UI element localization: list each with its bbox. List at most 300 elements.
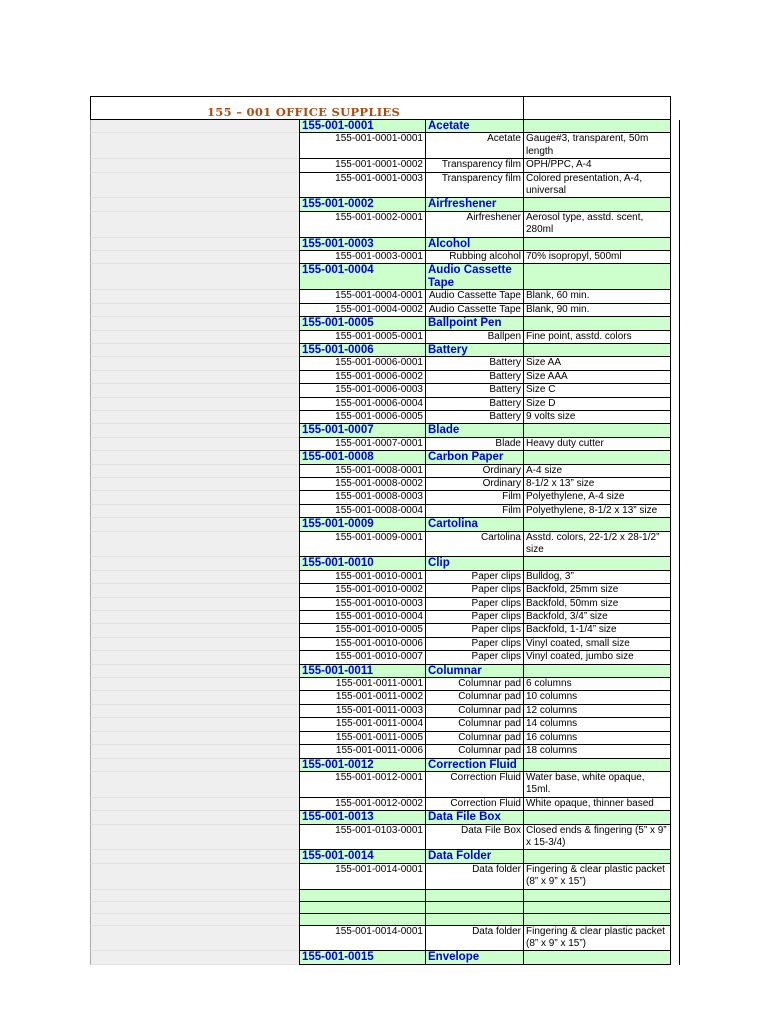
item-name[interactable]: Battery (425, 398, 523, 411)
item-description[interactable]: A-4 size (523, 465, 671, 478)
item-description[interactable]: 14 columns (523, 718, 671, 731)
row-header-cell[interactable] (90, 251, 299, 264)
row-header-cell[interactable] (90, 424, 299, 437)
table-row (90, 571, 680, 584)
item-name[interactable]: Battery (425, 371, 523, 384)
category-desc-cell[interactable] (523, 120, 671, 133)
row-header-cell[interactable] (90, 850, 299, 863)
category-name[interactable]: Clip (425, 557, 523, 570)
edge-cell (671, 926, 680, 952)
item-name[interactable]: Paper clips (425, 571, 523, 584)
item-description[interactable]: Fingering & clear plastic packet (8” x 9” x 15”) (523, 926, 671, 952)
row-header-cell[interactable] (90, 384, 299, 397)
category-code[interactable]: 155-001-0004 (299, 264, 425, 290)
item-code[interactable]: 155-001-0011-0004 (299, 718, 425, 731)
table-row (90, 159, 680, 172)
category-row (90, 120, 680, 133)
blank-cell[interactable] (299, 914, 425, 926)
table-row (90, 290, 680, 303)
item-code[interactable]: 155-001-0011-0005 (299, 732, 425, 745)
blank-row (90, 890, 680, 902)
edge-cell (671, 198, 680, 211)
row-header-cell[interactable] (90, 505, 299, 518)
item-name[interactable]: Ballpen (425, 331, 523, 344)
table-row (90, 384, 680, 397)
item-code[interactable]: 155-001-0007-0001 (299, 438, 425, 451)
table-row (90, 505, 680, 518)
blank-cell[interactable] (523, 902, 671, 914)
row-header-cell[interactable] (90, 317, 299, 330)
item-description[interactable]: OPH/PPC, A-4 (523, 159, 671, 172)
category-desc-cell[interactable] (523, 344, 671, 357)
category-desc-cell[interactable] (523, 557, 671, 570)
edge-cell (671, 611, 680, 624)
item-code[interactable]: 155-001-0014-0001 (299, 926, 425, 952)
edge-cell (671, 557, 680, 570)
item-name[interactable]: Airfreshener (425, 212, 523, 238)
item-code[interactable]: 155-001-0010-0006 (299, 638, 425, 651)
table-row (90, 825, 680, 851)
item-code[interactable]: 155-001-0011-0006 (299, 745, 425, 758)
category-row (90, 665, 680, 678)
item-code[interactable]: 155-001-0012-0002 (299, 798, 425, 811)
item-description[interactable]: Heavy duty cutter (523, 438, 671, 451)
edge-cell (671, 678, 680, 691)
item-name[interactable]: Cartolina (425, 532, 523, 558)
row-header-cell[interactable] (90, 198, 299, 211)
row-header-cell[interactable] (90, 902, 299, 914)
item-name[interactable]: Battery (425, 411, 523, 424)
item-code[interactable]: 155-001-0012-0001 (299, 772, 425, 798)
category-name[interactable]: Data File Box (425, 811, 523, 824)
category-row (90, 238, 680, 251)
item-name[interactable]: Columnar pad (425, 745, 523, 758)
table-row (90, 798, 680, 811)
category-row (90, 317, 680, 330)
category-name[interactable]: Battery (425, 344, 523, 357)
item-description[interactable]: 70% isopropyl, 500ml (523, 251, 671, 264)
category-code[interactable]: 155-001-0007 (299, 424, 425, 437)
edge-cell (671, 705, 680, 718)
item-name[interactable]: Paper clips (425, 611, 523, 624)
row-header-cell[interactable] (90, 825, 299, 851)
row-header-cell[interactable] (90, 611, 299, 624)
edge-cell (671, 598, 680, 611)
item-code[interactable]: 155-001-0008-0001 (299, 465, 425, 478)
item-name[interactable]: Data folder (425, 864, 523, 890)
category-desc-cell[interactable] (523, 451, 671, 464)
item-name[interactable]: Film (425, 505, 523, 518)
item-description[interactable]: Size C (523, 384, 671, 397)
category-row (90, 424, 680, 437)
category-name[interactable]: Audio Cassette Tape (425, 264, 523, 290)
category-name[interactable]: Cartolina (425, 518, 523, 531)
row-header-cell[interactable] (90, 264, 299, 290)
table-row (90, 926, 680, 952)
item-code[interactable]: 155-001-0008-0002 (299, 478, 425, 491)
table-row (90, 678, 680, 691)
item-description[interactable]: Polyethylene, A-4 size (523, 491, 671, 504)
item-name[interactable]: Paper clips (425, 584, 523, 597)
item-name[interactable]: Ordinary (425, 478, 523, 491)
item-code[interactable]: 155-001-0011-0001 (299, 678, 425, 691)
item-description[interactable]: 6 columns (523, 678, 671, 691)
table-body (90, 120, 680, 965)
category-name[interactable]: Airfreshener (425, 198, 523, 211)
table-row (90, 133, 680, 159)
item-description[interactable]: Vinyl coated, small size (523, 638, 671, 651)
edge-cell (671, 264, 680, 290)
row-header-cell[interactable] (90, 745, 299, 758)
row-header-cell[interactable] (90, 331, 299, 344)
table-row (90, 638, 680, 651)
category-name[interactable]: Alcohol (425, 238, 523, 251)
item-code[interactable]: 155-001-0002-0001 (299, 212, 425, 238)
item-name[interactable]: Data File Box (425, 825, 523, 851)
category-name[interactable]: Acetate (425, 120, 523, 133)
item-code[interactable]: 155-001-0010-0005 (299, 624, 425, 637)
row-header-cell[interactable] (90, 651, 299, 664)
row-header-cell[interactable] (90, 120, 299, 133)
edge-cell (671, 811, 680, 824)
table-row (90, 651, 680, 664)
category-code[interactable]: 155-001-0012 (299, 759, 425, 772)
edge-cell (671, 478, 680, 491)
row-header-cell[interactable] (90, 638, 299, 651)
edge-cell (671, 745, 680, 758)
edge-cell (671, 238, 680, 251)
item-code[interactable]: 155-001-0008-0003 (299, 491, 425, 504)
item-name[interactable]: Battery (425, 384, 523, 397)
row-header-cell[interactable] (90, 212, 299, 238)
row-header-cell[interactable] (90, 705, 299, 718)
item-description[interactable]: 9 volts size (523, 411, 671, 424)
item-description[interactable]: Aerosol type, asstd. scent, 280ml (523, 212, 671, 238)
category-code[interactable]: 155-001-0009 (299, 518, 425, 531)
edge-cell (671, 638, 680, 651)
item-code[interactable]: 155-001-0004-0002 (299, 304, 425, 317)
row-header-cell[interactable] (90, 811, 299, 824)
table-row (90, 304, 680, 317)
edge-cell (671, 304, 680, 317)
item-name[interactable]: Blade (425, 438, 523, 451)
edge-cell (671, 384, 680, 397)
item-code[interactable]: 155-001-0009-0001 (299, 532, 425, 558)
item-name[interactable]: Audio Cassette Tape (425, 290, 523, 303)
item-description[interactable]: Blank, 60 min. (523, 290, 671, 303)
item-description[interactable]: Polyethylene, 8-1/2 x 13” size (523, 505, 671, 518)
category-code[interactable]: 155-001-0006 (299, 344, 425, 357)
item-description[interactable]: Colored presentation, A-4, universal (523, 173, 671, 199)
edge-cell (671, 718, 680, 731)
item-description[interactable]: 12 columns (523, 705, 671, 718)
row-header-cell[interactable] (90, 798, 299, 811)
item-code[interactable]: 155-001-0004-0001 (299, 290, 425, 303)
blank-cell[interactable] (299, 890, 425, 902)
item-name[interactable]: Paper clips (425, 598, 523, 611)
table-row (90, 173, 680, 199)
item-description[interactable]: Bulldog, 3” (523, 571, 671, 584)
edge-cell (671, 331, 680, 344)
row-header-cell[interactable] (90, 598, 299, 611)
category-row (90, 198, 680, 211)
category-code[interactable]: 155-001-0003 (299, 238, 425, 251)
item-description[interactable]: 10 columns (523, 691, 671, 704)
item-name[interactable]: Correction Fluid (425, 798, 523, 811)
item-description[interactable]: Size AA (523, 357, 671, 370)
table-row (90, 624, 680, 637)
row-header-cell[interactable] (90, 465, 299, 478)
row-header-cell[interactable] (90, 557, 299, 570)
category-code[interactable]: 155-001-0015 (299, 951, 425, 964)
edge-cell (671, 173, 680, 199)
item-code[interactable]: 155-001-0006-0004 (299, 398, 425, 411)
item-code[interactable]: 155-001-0006-0002 (299, 371, 425, 384)
row-header-cell[interactable] (90, 732, 299, 745)
blank-cell[interactable] (523, 890, 671, 902)
category-desc-cell[interactable] (523, 238, 671, 251)
edge-cell (671, 398, 680, 411)
item-name[interactable]: Battery (425, 357, 523, 370)
row-header-cell[interactable] (90, 864, 299, 890)
row-header-cell[interactable] (90, 759, 299, 772)
item-name[interactable]: Columnar pad (425, 691, 523, 704)
item-code[interactable]: 155-001-0010-0003 (299, 598, 425, 611)
category-code[interactable]: 155-001-0008 (299, 451, 425, 464)
item-description[interactable]: Backfold, 25mm size (523, 584, 671, 597)
item-code[interactable]: 155-001-0003-0001 (299, 251, 425, 264)
item-description[interactable]: 16 columns (523, 732, 671, 745)
item-description[interactable]: Blank, 90 min. (523, 304, 671, 317)
row-header-cell[interactable] (90, 290, 299, 303)
edge-cell (671, 290, 680, 303)
row-header-cell[interactable] (90, 718, 299, 731)
row-header-cell[interactable] (90, 451, 299, 464)
item-code[interactable]: 155-001-0010-0001 (299, 571, 425, 584)
row-header-cell[interactable] (90, 438, 299, 451)
edge-cell (671, 951, 680, 964)
item-description[interactable]: 8-1/2 x 13” size (523, 478, 671, 491)
item-name[interactable]: Paper clips (425, 638, 523, 651)
edge-cell (671, 890, 680, 902)
row-header-cell[interactable] (90, 133, 299, 159)
row-header-cell[interactable] (90, 772, 299, 798)
category-name[interactable]: Envelope (425, 951, 523, 964)
item-code[interactable]: 155-001-0005-0001 (299, 331, 425, 344)
row-header-cell[interactable] (90, 665, 299, 678)
category-name[interactable]: Columnar (425, 665, 523, 678)
row-header-cell[interactable] (90, 159, 299, 172)
item-description[interactable]: Water base, white opaque, 15ml. (523, 772, 671, 798)
row-header-cell[interactable] (90, 398, 299, 411)
blank-cell[interactable] (425, 914, 523, 926)
item-name[interactable]: Columnar pad (425, 718, 523, 731)
item-description[interactable]: Closed ends & fingering (5” x 9” x 15-3/4) (523, 825, 671, 851)
row-header-cell[interactable] (90, 344, 299, 357)
table-row (90, 611, 680, 624)
item-code[interactable]: 155-001-0010-0002 (299, 584, 425, 597)
item-description[interactable]: 18 columns (523, 745, 671, 758)
item-code[interactable]: 155-001-0006-0003 (299, 384, 425, 397)
item-description[interactable]: Backfold, 50mm size (523, 598, 671, 611)
edge-cell (671, 691, 680, 704)
table-row (90, 251, 680, 264)
spreadsheet (90, 96, 680, 965)
table-row (90, 212, 680, 238)
edge-cell (671, 759, 680, 772)
item-description[interactable]: Backfold, 1-1/4” size (523, 624, 671, 637)
item-name[interactable]: Audio Cassette Tape (425, 304, 523, 317)
item-name[interactable]: Ordinary (425, 465, 523, 478)
item-code[interactable]: 155-001-0010-0004 (299, 611, 425, 624)
item-description[interactable]: Backfold, 3/4” size (523, 611, 671, 624)
table-row (90, 718, 680, 731)
edge-cell (671, 850, 680, 863)
item-description[interactable]: Asstd. colors, 22-1/2 x 28-1/2” size (523, 532, 671, 558)
item-name[interactable]: Transparency film (425, 173, 523, 199)
row-header-cell[interactable] (90, 491, 299, 504)
category-desc-cell[interactable] (523, 951, 671, 964)
category-code[interactable]: 155-001-0011 (299, 665, 425, 678)
category-name[interactable]: Carbon Paper (425, 451, 523, 464)
row-header-cell[interactable] (90, 914, 299, 926)
table-row (90, 532, 680, 558)
item-description[interactable]: Vinyl coated, jumbo size (523, 651, 671, 664)
category-code[interactable]: 155-001-0005 (299, 317, 425, 330)
category-code[interactable]: 155-001-0002 (299, 198, 425, 211)
table-row (90, 864, 680, 890)
table-row (90, 398, 680, 411)
item-name[interactable]: Acetate (425, 133, 523, 159)
row-header-cell[interactable] (90, 238, 299, 251)
item-name[interactable]: Columnar pad (425, 732, 523, 745)
edge-cell (671, 914, 680, 926)
item-description[interactable]: Size D (523, 398, 671, 411)
edge-cell (671, 798, 680, 811)
row-header-cell[interactable] (90, 371, 299, 384)
edge-cell (671, 317, 680, 330)
edge-cell (671, 665, 680, 678)
table-row (90, 598, 680, 611)
item-code[interactable]: 155-001-0006-0001 (299, 357, 425, 370)
category-row (90, 811, 680, 824)
category-desc-cell[interactable] (523, 317, 671, 330)
item-description[interactable]: Size AAA (523, 371, 671, 384)
table-row (90, 491, 680, 504)
edge-cell (671, 133, 680, 159)
edge-cell (671, 212, 680, 238)
item-name[interactable]: Paper clips (425, 651, 523, 664)
item-code[interactable]: 155-001-0008-0004 (299, 505, 425, 518)
item-name[interactable]: Paper clips (425, 624, 523, 637)
title-row (90, 96, 680, 120)
item-code[interactable]: 155-001-0006-0005 (299, 411, 425, 424)
row-header-cell[interactable] (90, 518, 299, 531)
table-row (90, 584, 680, 597)
table-row (90, 772, 680, 798)
category-desc-cell[interactable] (523, 850, 671, 863)
item-description[interactable]: White opaque, thinner based (523, 798, 671, 811)
title-cell[interactable] (90, 96, 523, 120)
item-code[interactable]: 155-001-0011-0002 (299, 691, 425, 704)
item-description[interactable]: Fingering & clear plastic packet (8” x 9” x 15”) (523, 864, 671, 890)
category-code[interactable]: 155-001-0001 (299, 120, 425, 133)
category-desc-cell[interactable] (523, 759, 671, 772)
row-header-cell[interactable] (90, 411, 299, 424)
category-name[interactable]: Blade (425, 424, 523, 437)
item-name[interactable]: Columnar pad (425, 678, 523, 691)
row-header-cell[interactable] (90, 926, 299, 952)
item-name[interactable]: Columnar pad (425, 705, 523, 718)
item-description[interactable]: Gauge#3, transparent, 50m length (523, 133, 671, 159)
item-name[interactable]: Data folder (425, 926, 523, 952)
category-desc-cell[interactable] (523, 198, 671, 211)
row-header-cell[interactable] (90, 584, 299, 597)
category-desc-cell[interactable] (523, 424, 671, 437)
row-header-cell[interactable] (90, 571, 299, 584)
sheet-title: 155 – 001 OFFICE SUPPLIES (207, 105, 401, 119)
item-name[interactable]: Rubbing alcohol (425, 251, 523, 264)
row-header-cell[interactable] (90, 890, 299, 902)
category-row (90, 264, 680, 290)
item-code[interactable]: 155-001-0001-0001 (299, 133, 425, 159)
blank-cell[interactable] (299, 902, 425, 914)
blank-cell[interactable] (425, 890, 523, 902)
row-header-cell[interactable] (90, 678, 299, 691)
item-name[interactable]: Transparency film (425, 159, 523, 172)
edge-cell (671, 424, 680, 437)
row-header-cell[interactable] (90, 304, 299, 317)
table-row (90, 357, 680, 370)
item-code[interactable]: 155-001-0010-0007 (299, 651, 425, 664)
row-header-cell[interactable] (90, 691, 299, 704)
category-desc-cell[interactable] (523, 811, 671, 824)
item-code[interactable]: 155-001-0001-0002 (299, 159, 425, 172)
blank-cell[interactable] (425, 902, 523, 914)
table-row (90, 478, 680, 491)
item-name[interactable]: Correction Fluid (425, 772, 523, 798)
row-header-cell[interactable] (90, 478, 299, 491)
item-code[interactable]: 155-001-0103-0001 (299, 825, 425, 851)
category-code[interactable]: 155-001-0013 (299, 811, 425, 824)
category-row (90, 557, 680, 570)
table-row (90, 465, 680, 478)
item-description[interactable]: Fine point, asstd. colors (523, 331, 671, 344)
edge-cell (671, 371, 680, 384)
item-code[interactable]: 155-001-0014-0001 (299, 864, 425, 890)
category-desc-cell[interactable] (523, 518, 671, 531)
row-header-cell[interactable] (90, 173, 299, 199)
row-header-cell[interactable] (90, 951, 299, 964)
edge-cell (671, 518, 680, 531)
title-empty-cell[interactable] (523, 96, 671, 120)
row-header-cell[interactable] (90, 624, 299, 637)
item-code[interactable]: 155-001-0011-0003 (299, 705, 425, 718)
category-name[interactable]: Data Folder (425, 850, 523, 863)
category-desc-cell[interactable] (523, 665, 671, 678)
category-code[interactable]: 155-001-0010 (299, 557, 425, 570)
category-name[interactable]: Ballpoint Pen (425, 317, 523, 330)
row-header-cell[interactable] (90, 532, 299, 558)
blank-cell[interactable] (523, 914, 671, 926)
item-code[interactable]: 155-001-0001-0003 (299, 173, 425, 199)
edge-cell (671, 584, 680, 597)
category-name[interactable]: Correction Fluid (425, 759, 523, 772)
item-name[interactable]: Film (425, 491, 523, 504)
row-header-cell[interactable] (90, 357, 299, 370)
category-desc-cell[interactable] (523, 264, 671, 290)
category-code[interactable]: 155-001-0014 (299, 850, 425, 863)
